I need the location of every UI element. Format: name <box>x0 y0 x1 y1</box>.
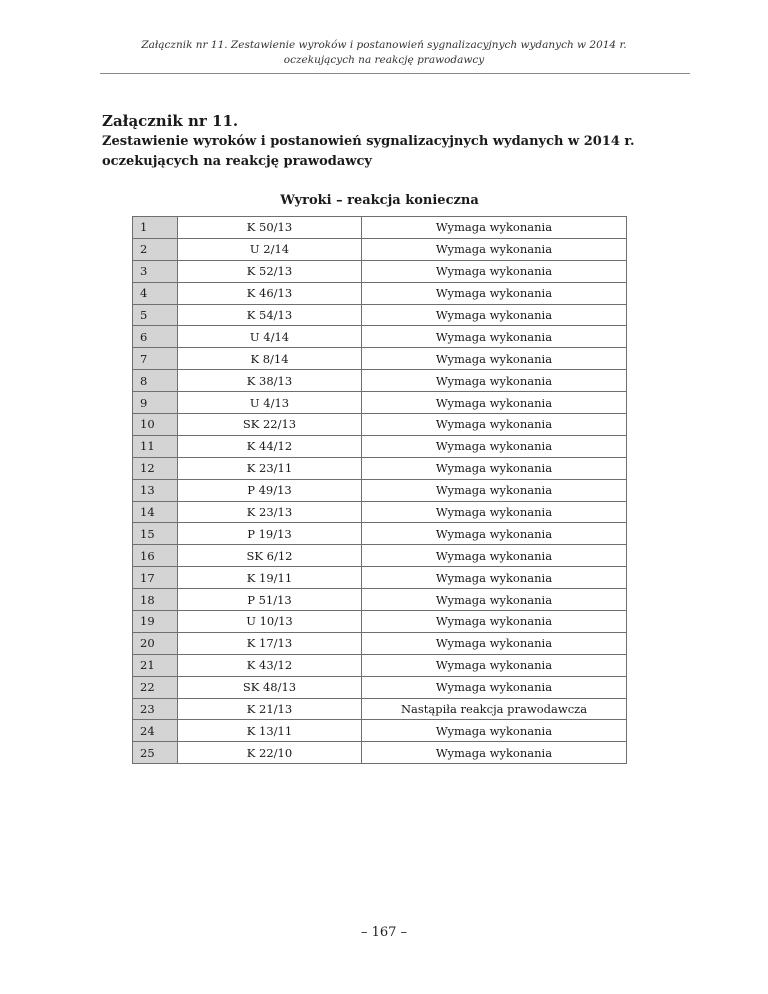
status-cell: Wymaga wykonania <box>362 282 627 304</box>
status-cell: Wymaga wykonania <box>362 589 627 611</box>
status-cell: Wymaga wykonania <box>362 392 627 414</box>
status-cell: Wymaga wykonania <box>362 501 627 523</box>
case-signature-cell: K 23/13 <box>178 501 362 523</box>
status-cell: Wymaga wykonania <box>362 523 627 545</box>
case-signature-cell: P 51/13 <box>178 589 362 611</box>
table-caption: Wyroki – reakcja konieczna <box>280 193 479 208</box>
table-row <box>133 238 627 260</box>
row-number-cell: 20 <box>133 632 178 654</box>
row-number-cell: 18 <box>133 589 178 611</box>
case-signature-cell: K 38/13 <box>178 370 362 392</box>
case-signature-cell: K 52/13 <box>178 260 362 282</box>
status-cell: Wymaga wykonania <box>362 720 627 742</box>
table-row <box>133 370 627 392</box>
case-signature-cell: U 10/13 <box>178 611 362 633</box>
case-signature-cell: K 43/12 <box>178 654 362 676</box>
running-header-line-1: Załącznik nr 11. Zestawienie wyroków i postanowień sygnalizacyjnych wydanych w 2014 r. <box>141 39 627 51</box>
status-cell: Wymaga wykonania <box>362 611 627 633</box>
rulings-table <box>132 216 627 764</box>
row-number-cell: 19 <box>133 611 178 633</box>
table-row <box>133 567 627 589</box>
row-number-cell: 6 <box>133 326 178 348</box>
row-number-cell: 5 <box>133 304 178 326</box>
row-number-cell: 25 <box>133 742 178 764</box>
case-signature-cell: K 54/13 <box>178 304 362 326</box>
rulings-table-body <box>133 217 627 764</box>
case-signature-cell: P 19/13 <box>178 523 362 545</box>
table-row <box>133 589 627 611</box>
status-cell: Wymaga wykonania <box>362 479 627 501</box>
table-row <box>133 676 627 698</box>
row-number-cell: 24 <box>133 720 178 742</box>
case-signature-cell: U 4/14 <box>178 326 362 348</box>
table-row <box>133 414 627 436</box>
status-cell: Wymaga wykonania <box>362 348 627 370</box>
row-number-cell: 1 <box>133 217 178 239</box>
case-signature-cell: SK 6/12 <box>178 545 362 567</box>
row-number-cell: 14 <box>133 501 178 523</box>
row-number-cell: 11 <box>133 435 178 457</box>
status-cell: Nastąpiła reakcja prawodawcza <box>362 698 627 720</box>
status-cell: Wymaga wykonania <box>362 435 627 457</box>
case-signature-cell: K 50/13 <box>178 217 362 239</box>
section-heading <box>102 112 702 171</box>
status-cell: Wymaga wykonania <box>362 567 627 589</box>
table-row <box>133 545 627 567</box>
table-row <box>133 698 627 720</box>
row-number-cell: 13 <box>133 479 178 501</box>
table-row <box>133 217 627 239</box>
row-number-cell: 12 <box>133 457 178 479</box>
table-row <box>133 523 627 545</box>
case-signature-cell: K 19/11 <box>178 567 362 589</box>
status-cell: Wymaga wykonania <box>362 370 627 392</box>
header-divider <box>100 73 690 74</box>
status-cell: Wymaga wykonania <box>362 414 627 436</box>
table-row <box>133 479 627 501</box>
running-header-line-2: oczekujących na reakcję prawodawcy <box>283 54 485 66</box>
table-row <box>133 304 627 326</box>
table-row <box>133 501 627 523</box>
table-row <box>133 282 627 304</box>
status-cell: Wymaga wykonania <box>362 304 627 326</box>
table-row <box>133 435 627 457</box>
row-number-cell: 17 <box>133 567 178 589</box>
case-signature-cell: K 17/13 <box>178 632 362 654</box>
case-signature-cell: SK 22/13 <box>178 414 362 436</box>
table-row <box>133 632 627 654</box>
case-signature-cell: K 46/13 <box>178 282 362 304</box>
status-cell: Wymaga wykonania <box>362 457 627 479</box>
table-row <box>133 611 627 633</box>
page-number: – 167 – <box>360 925 408 940</box>
status-cell: Wymaga wykonania <box>362 217 627 239</box>
table-row <box>133 654 627 676</box>
status-cell: Wymaga wykonania <box>362 742 627 764</box>
row-number-cell: 4 <box>133 282 178 304</box>
table-row <box>133 457 627 479</box>
table-row <box>133 326 627 348</box>
status-cell: Wymaga wykonania <box>362 238 627 260</box>
status-cell: Wymaga wykonania <box>362 326 627 348</box>
status-cell: Wymaga wykonania <box>362 654 627 676</box>
case-signature-cell: U 2/14 <box>178 238 362 260</box>
case-signature-cell: P 49/13 <box>178 479 362 501</box>
case-signature-cell: K 23/11 <box>178 457 362 479</box>
row-number-cell: 8 <box>133 370 178 392</box>
section-subtitle-line-2: oczekujących na reakcję prawodawcy <box>102 154 372 169</box>
row-number-cell: 3 <box>133 260 178 282</box>
row-number-cell: 21 <box>133 654 178 676</box>
case-signature-cell: K 8/14 <box>178 348 362 370</box>
running-header <box>80 38 688 68</box>
row-number-cell: 7 <box>133 348 178 370</box>
row-number-cell: 2 <box>133 238 178 260</box>
case-signature-cell: K 44/12 <box>178 435 362 457</box>
section-subtitle-line-1: Zestawienie wyroków i postanowień sygnalizacyjnych wydanych w 2014 r. <box>102 134 635 149</box>
case-signature-cell: K 13/11 <box>178 720 362 742</box>
status-cell: Wymaga wykonania <box>362 676 627 698</box>
status-cell: Wymaga wykonania <box>362 260 627 282</box>
status-cell: Wymaga wykonania <box>362 632 627 654</box>
table-row <box>133 720 627 742</box>
row-number-cell: 9 <box>133 392 178 414</box>
table-row <box>133 742 627 764</box>
row-number-cell: 16 <box>133 545 178 567</box>
status-cell: Wymaga wykonania <box>362 545 627 567</box>
section-title: Załącznik nr 11. <box>102 112 239 130</box>
table-row <box>133 392 627 414</box>
row-number-cell: 10 <box>133 414 178 436</box>
case-signature-cell: K 22/10 <box>178 742 362 764</box>
row-number-cell: 15 <box>133 523 178 545</box>
case-signature-cell: K 21/13 <box>178 698 362 720</box>
row-number-cell: 23 <box>133 698 178 720</box>
case-signature-cell: SK 48/13 <box>178 676 362 698</box>
table-row <box>133 348 627 370</box>
table-row <box>133 260 627 282</box>
row-number-cell: 22 <box>133 676 178 698</box>
case-signature-cell: U 4/13 <box>178 392 362 414</box>
